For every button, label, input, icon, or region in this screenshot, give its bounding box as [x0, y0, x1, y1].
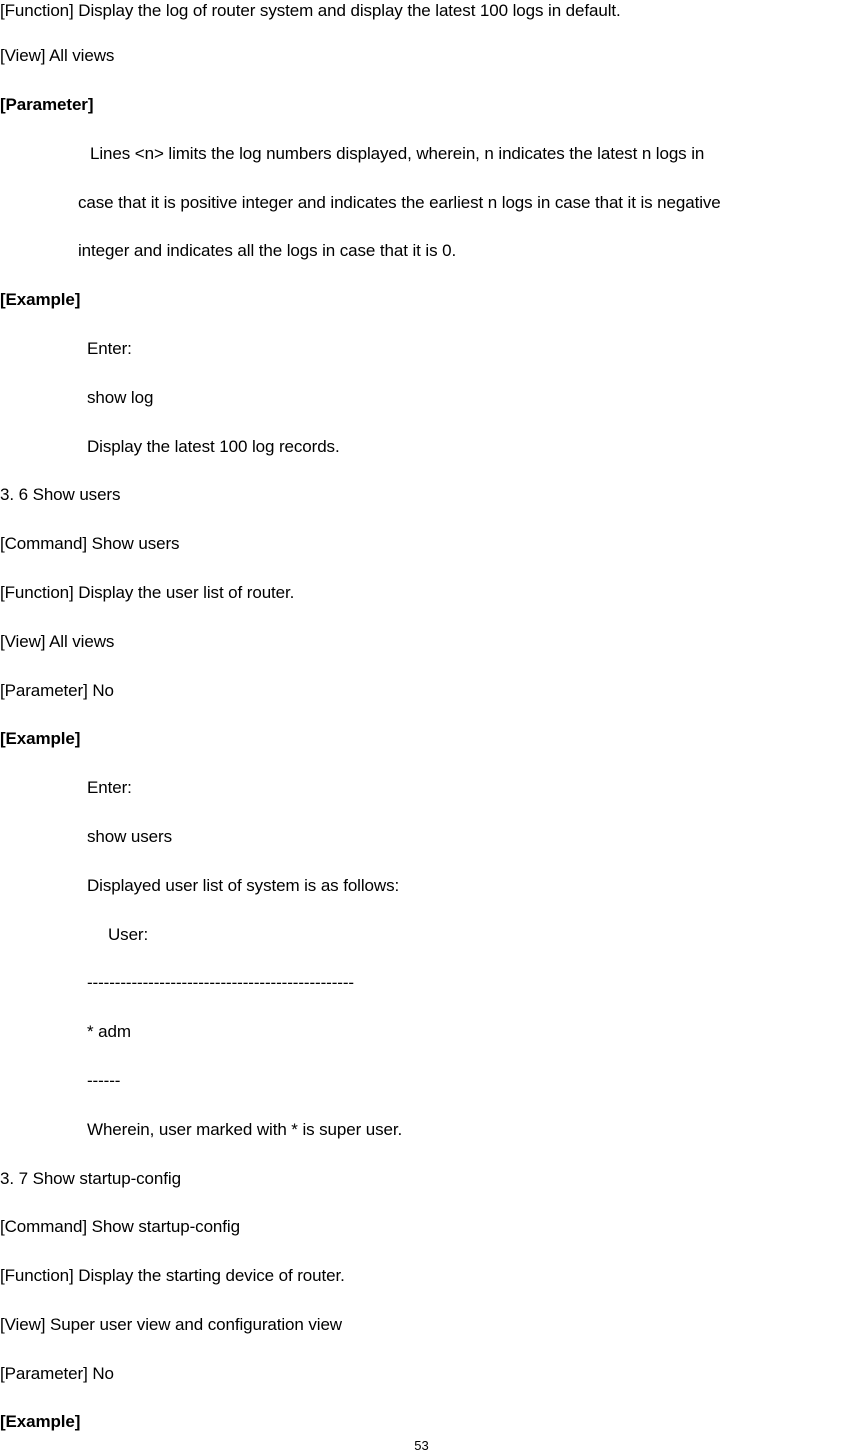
parameter-desc-line-2: case that it is positive integer and indicates the earliest n logs in case that it is negative [78, 193, 721, 212]
enter-label: Enter: [87, 339, 132, 358]
section-heading-show-users: 3. 6 Show users [0, 485, 121, 504]
parameter-line: [Parameter] No [0, 681, 114, 700]
command-show-users: show users [87, 827, 172, 846]
output-divider-long: ------------------------------------------------ [87, 973, 354, 992]
view-line: [View] Super user view and configuration view [0, 1315, 342, 1334]
section-heading-show-startup-config: 3. 7 Show startup-config [0, 1169, 181, 1188]
parameter-desc-line-3: integer and indicates all the logs in case that it is 0. [78, 241, 457, 260]
enter-label: Enter: [87, 778, 132, 797]
view-log-line: [View] All views [0, 46, 115, 65]
command-line: [Command] Show users [0, 534, 180, 553]
command-show-log: show log [87, 388, 154, 407]
output-user-label: User: [108, 925, 149, 944]
output-divider-short: ------ [87, 1071, 121, 1090]
function-line: [Function] Display the user list of router. [0, 583, 295, 602]
example-note: Wherein, user marked with * is super user. [87, 1120, 403, 1139]
example-heading: [Example] [0, 729, 81, 748]
output-user-entry: * adm [87, 1022, 131, 1041]
function-log-line: [Function] Display the log of router system and display the latest 100 logs in default. [0, 1, 621, 20]
example-heading: [Example] [0, 290, 81, 309]
example-desc: Displayed user list of system is as follows: [87, 876, 400, 895]
function-line: [Function] Display the starting device of router. [0, 1266, 345, 1285]
parameter-line: [Parameter] No [0, 1364, 114, 1383]
view-line: [View] All views [0, 632, 115, 651]
parameter-heading: [Parameter] [0, 95, 94, 114]
parameter-desc-line-1: Lines <n> limits the log numbers displayed, wherein, n indicates the latest n logs in [90, 144, 705, 163]
example-desc: Display the latest 100 log records. [87, 437, 340, 456]
example-heading: [Example] [0, 1412, 81, 1431]
page-number: 53 [414, 1438, 429, 1453]
command-line: [Command] Show startup-config [0, 1217, 240, 1236]
